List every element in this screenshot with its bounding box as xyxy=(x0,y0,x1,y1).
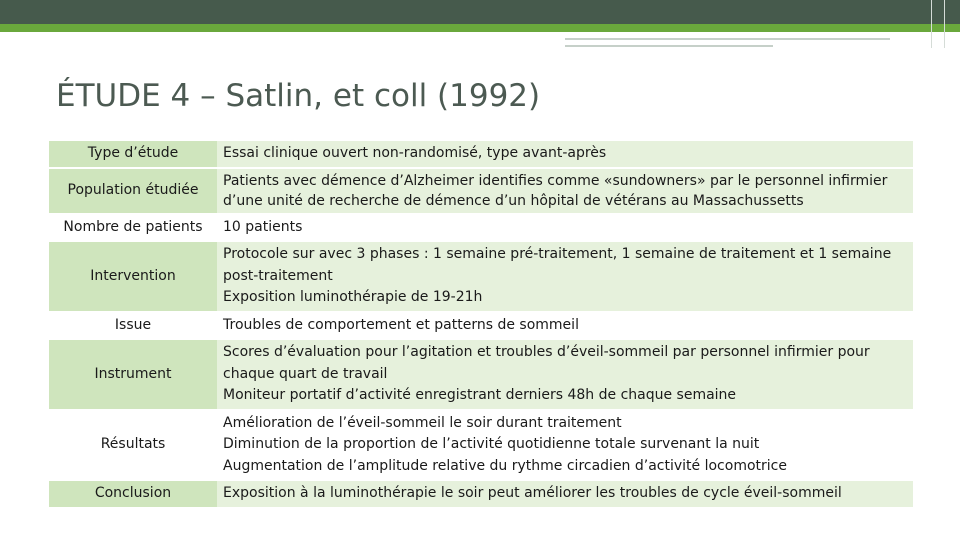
row-value-intervention xyxy=(217,242,913,311)
value-line: Protocole sur avec 3 phases : 1 semaine pré-traitement, 1 semaine de traitement et 1 semaine post-traitement xyxy=(223,246,892,284)
table-row xyxy=(49,141,913,167)
study-table xyxy=(49,139,913,509)
row-value-patient-count xyxy=(217,215,913,241)
value-line: Patients avec démence d’Alzheimer identifies comme «sundowners» par le personnel infirmier d’une unité de recherche de démence d’un hôpital de vétérans au Massachussetts xyxy=(223,172,888,209)
top-banner-bar xyxy=(0,0,960,24)
decor-vline-1 xyxy=(931,0,932,48)
row-label-patient-count: Nombre de patients xyxy=(49,215,217,241)
table-row xyxy=(49,242,913,311)
value-line: Amélioration de l’éveil-sommeil le soir durant traitement xyxy=(223,414,622,431)
row-value-results xyxy=(217,411,913,480)
decor-line-2 xyxy=(565,45,773,47)
table-row xyxy=(49,340,913,409)
table-row xyxy=(49,481,913,507)
table-row xyxy=(49,169,913,213)
row-label-instrument: Instrument xyxy=(49,340,217,409)
slide-title: ÉTUDE 4 – Satlin, et coll (1992) xyxy=(56,78,541,114)
table-row xyxy=(49,313,913,339)
row-value-population xyxy=(217,169,913,213)
value-line: Scores d’évaluation pour l’agitation et troubles d’éveil-sommeil par personnel infirmier pour chaque quart de travail xyxy=(223,344,870,382)
value-line: Diminution de la proportion de l’activité quotidienne totale survenant la nuit xyxy=(223,436,760,452)
row-label-results: Résultats xyxy=(49,411,217,480)
decor-line-1 xyxy=(565,38,890,40)
value-line: Troubles de comportement et patterns de sommeil xyxy=(223,316,579,333)
value-line: Augmentation de l’amplitude relative du rythme circadien d’activité locomotrice xyxy=(223,457,787,474)
value-line: 10 patients xyxy=(223,218,303,235)
top-accent-bar xyxy=(0,24,960,32)
table-row xyxy=(49,215,913,241)
row-value-study-type xyxy=(217,141,913,167)
table-row xyxy=(49,411,913,480)
row-label-study-type: Type d’étude xyxy=(49,141,217,167)
row-value-conclusion xyxy=(217,481,913,507)
row-label-intervention: Intervention xyxy=(49,242,217,311)
value-line: Exposition à la luminothérapie le soir peut améliorer les troubles de cycle éveil-sommeil xyxy=(223,485,842,501)
value-line: Moniteur portatif d’activité enregistrant derniers 48h de chaque semaine xyxy=(223,387,737,403)
row-value-instrument xyxy=(217,340,913,409)
value-line: Exposition luminothérapie de 19-21h xyxy=(223,289,483,305)
row-label-population: Population étudiée xyxy=(49,169,217,213)
value-line: Essai clinique ouvert non-randomisé, type avant-après xyxy=(223,145,607,161)
row-label-conclusion: Conclusion xyxy=(49,481,217,507)
row-value-outcome xyxy=(217,313,913,339)
row-label-outcome: Issue xyxy=(49,313,217,339)
decor-vline-2 xyxy=(944,0,945,48)
